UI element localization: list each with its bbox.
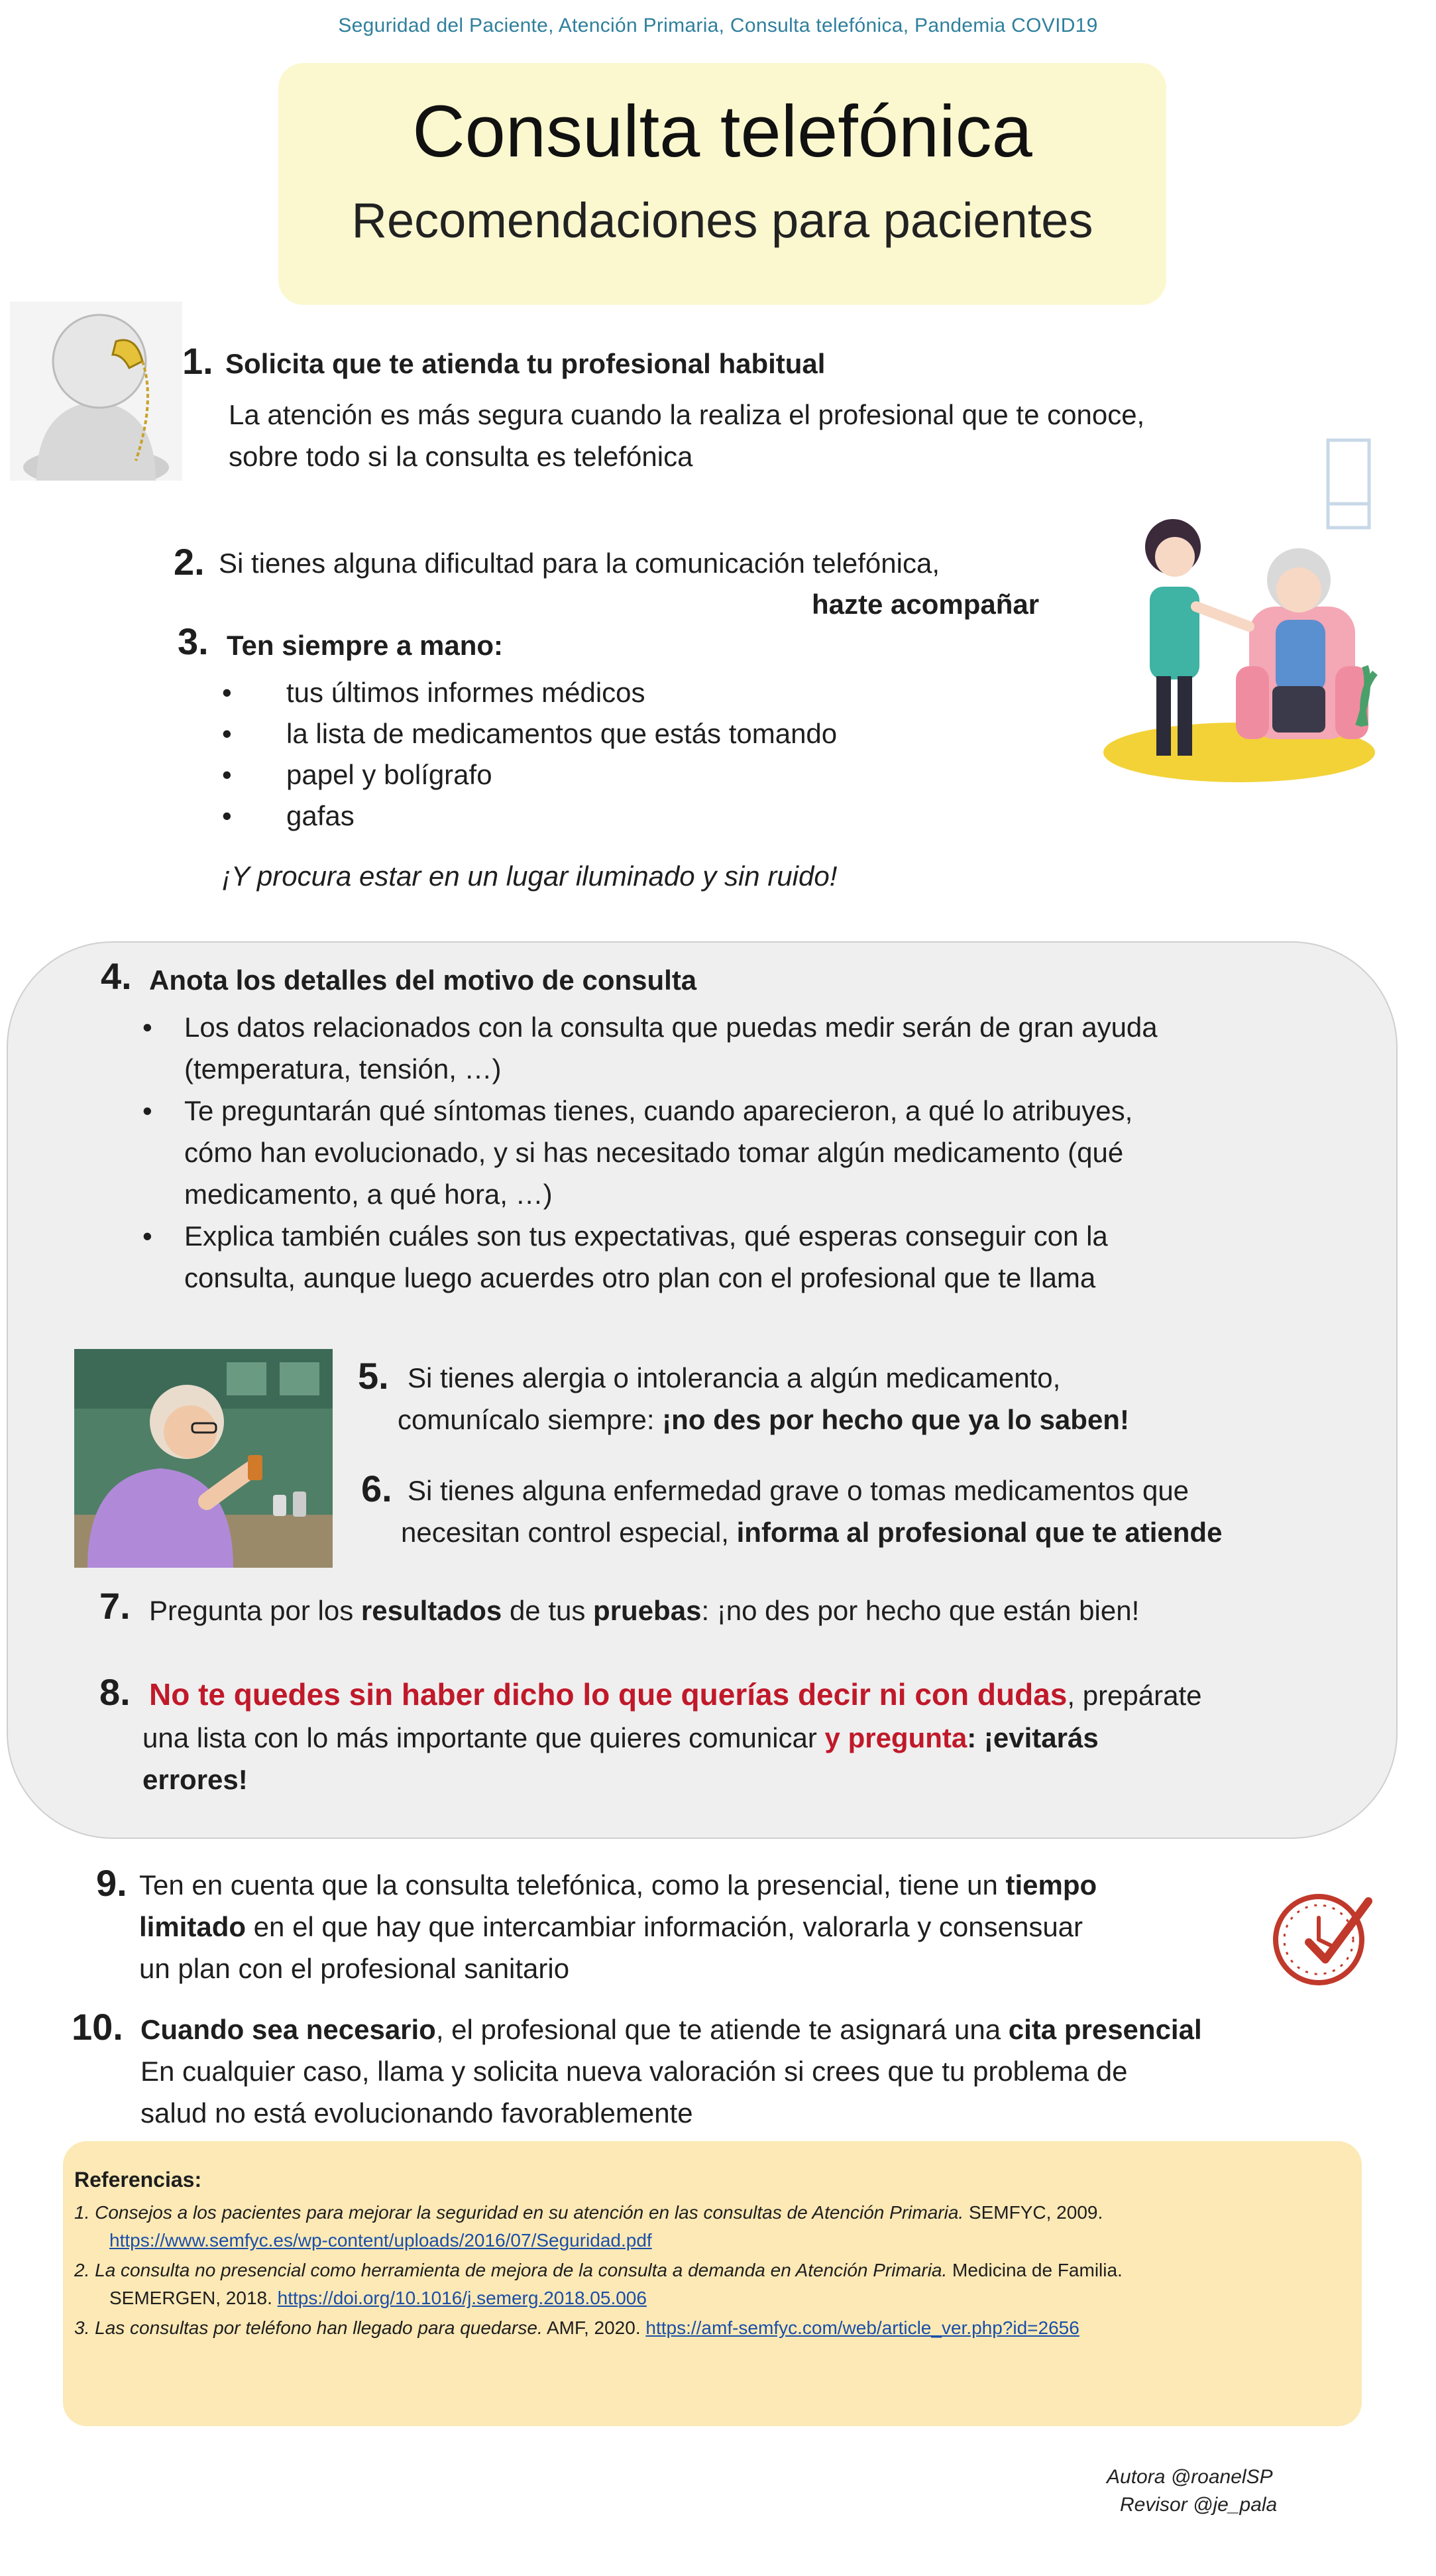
- reference-2-link[interactable]: https://doi.org/10.1016/j.semerg.2018.05.006: [277, 2288, 647, 2308]
- reference-2: [74, 2257, 1123, 2284]
- item-7-number: 7.: [99, 1585, 131, 1627]
- item-9-number: 9.: [96, 1862, 127, 1904]
- item-5-line-2-bold: ¡no des por hecho que ya lo saben!: [662, 1404, 1129, 1435]
- reference-1-link[interactable]: https://www.semfyc.es/wp-content/uploads/2016/07/Seguridad.pdf: [109, 2230, 652, 2251]
- item-4-number: 4.: [101, 955, 132, 997]
- header-tags: Seguridad del Paciente, Atención Primaria, Consulta telefónica, Pandemia COVID19: [338, 15, 1098, 36]
- item-4-title: Anota los detalles del motivo de consulta: [149, 965, 697, 996]
- reference-1-source: SEMFYC, 2009.: [964, 2202, 1103, 2223]
- references-panel: [63, 2141, 1362, 2426]
- item-8-red-2: y pregunta: [824, 1722, 967, 1753]
- item-7-text-c: de tus: [502, 1595, 594, 1626]
- reference-3-title: 3. Las consultas por teléfono han llegado para quedarse.: [74, 2317, 543, 2338]
- bullet-dot: •: [222, 800, 232, 831]
- item-4-b1-line-1: Los datos relacionados con la consulta que puedas medir serán de gran ayuda: [184, 1012, 1158, 1043]
- author-credit: Autora @roanelSP: [1107, 2466, 1273, 2488]
- item-9-text-2a: limitado: [139, 1911, 247, 1942]
- reviewer-credit: Revisor @je_pala: [1120, 2494, 1278, 2516]
- item-10-number: 10.: [72, 2006, 123, 2048]
- item-6-line-2-bold: informa al profesional que te atiende: [736, 1517, 1223, 1548]
- item-10-line-2: En cualquier caso, llama y solicita nueva valoración si crees que tu problema de: [140, 2056, 1128, 2087]
- item-7-text-e: : ¡no des por hecho que están bien!: [701, 1595, 1140, 1626]
- item-3-title: Ten siempre a mano:: [227, 630, 504, 661]
- elderly-woman-illustration: [74, 1349, 333, 1568]
- item-5-line-2: [398, 1399, 1129, 1440]
- item-4-b2-line-1: Te preguntarán qué síntomas tienes, cuando aparecieron, a qué lo atribuyes,: [184, 1095, 1133, 1126]
- item-4-b2-line-2: cómo han evolucionado, y si has necesitado tomar algún medicamento (qué: [184, 1137, 1124, 1168]
- phone-person-illustration: [10, 302, 182, 481]
- bullet-dot: •: [222, 759, 232, 790]
- item-2-bold: hazte acompañar: [812, 589, 1040, 620]
- item-3-bullet-1: tus últimos informes médicos: [286, 677, 645, 708]
- bullet-dot: •: [142, 1012, 152, 1043]
- item-1-line-1: La atención es más segura cuando la realiza el profesional que te conoce,: [229, 399, 1145, 430]
- item-7-line: [149, 1590, 1139, 1631]
- item-1-title: Solicita que te atienda tu profesional habitual: [225, 348, 826, 379]
- item-4-b3-line-1: Explica también cuáles son tus expectativas, qué esperas conseguir con la: [184, 1220, 1108, 1252]
- item-10-line-3: salud no está evolucionando favorablemente: [140, 2097, 693, 2129]
- reference-2-journal: SEMERGEN, 2018.: [109, 2288, 278, 2308]
- item-3-bullet-4: gafas: [286, 800, 355, 831]
- item-3-bullet-2: la lista de medicamentos que estás tomando: [286, 718, 838, 749]
- references-title-text: Referencias: [74, 2168, 195, 2192]
- bullet-dot: •: [222, 718, 232, 749]
- item-2-number: 2.: [174, 541, 205, 583]
- item-5-line-1: Si tienes alergia o intolerancia a algún medicamento,: [408, 1362, 1061, 1393]
- item-5-number: 5.: [358, 1355, 389, 1397]
- reference-1-title: 1. Consejos a los pacientes para mejorar la seguridad en su atención en las consultas de Atención Primaria.: [74, 2202, 964, 2223]
- item-1-number: 1.: [182, 340, 213, 382]
- item-8-number: 8.: [99, 1671, 131, 1713]
- item-9-line-3: un plan con el profesional sanitario: [139, 1953, 570, 1984]
- item-5-line-2-text: comunícalo siempre:: [398, 1404, 663, 1435]
- reference-1: [74, 2199, 1103, 2226]
- clock-icon: [1262, 1881, 1375, 1994]
- page-subtitle: Recomendaciones para pacientes: [351, 193, 1093, 248]
- item-6-line-2: [401, 1511, 1222, 1553]
- item-9-text-2b: en el que hay que intercambiar información, valorarla y consensuar: [246, 1911, 1083, 1942]
- item-7-text-b: resultados: [360, 1595, 502, 1626]
- item-8-line-1: [149, 1674, 1202, 1716]
- item-8-line-2: [142, 1717, 1099, 1759]
- item-10-text-1b: , el profesional que te atiende te asignará una: [435, 2014, 1009, 2045]
- bullet-dot: •: [142, 1095, 152, 1126]
- item-9-text-1b: tiempo: [1005, 1869, 1097, 1901]
- item-9-line-2: [139, 1906, 1083, 1948]
- reference-2-line-2: [109, 2285, 647, 2312]
- item-4-b3-line-2: consulta, aunque luego acuerdes otro plan con el profesional que te llama: [184, 1262, 1096, 1293]
- item-9-text-1a: Ten en cuenta que la consulta telefónica, como la presencial, tiene un: [139, 1869, 1006, 1901]
- item-6-line-1: Si tienes alguna enfermedad grave o tomas medicamentos que: [408, 1475, 1189, 1506]
- item-4-b1-line-2: (temperatura, tensión, …): [184, 1053, 502, 1084]
- item-2-line-1: Si tienes alguna dificultad para la comunicación telefónica,: [219, 548, 940, 579]
- item-7-text-a: Pregunta por los: [149, 1595, 361, 1626]
- references-title: Referencias:: [74, 2168, 202, 2192]
- reference-3-source: AMF, 2020.: [542, 2317, 646, 2338]
- item-8-text-2b: : ¡evitarás: [967, 1722, 1099, 1753]
- reference-2-source: Medicina de Familia.: [947, 2260, 1123, 2280]
- item-3-note: ¡Y procura estar en un lugar iluminado y sin ruido!: [222, 860, 838, 892]
- reference-3-link[interactable]: https://amf-semfyc.com/web/article_ver.php?id=2656: [645, 2317, 1079, 2338]
- reference-3: [74, 2315, 1079, 2341]
- item-3-bullet-3: papel y bolígrafo: [286, 759, 492, 790]
- item-9-line-1: [139, 1864, 1097, 1906]
- bullet-dot: •: [142, 1220, 152, 1252]
- item-8-red-1: No te quedes sin haber dicho lo que querías decir ni con dudas: [149, 1677, 1068, 1712]
- reference-2-title: 2. La consulta no presencial como herramienta de mejora de la consulta a demanda en Atención Primaria.: [74, 2260, 948, 2280]
- page-title: Consulta telefónica: [412, 91, 1032, 172]
- item-3-number: 3.: [178, 620, 209, 662]
- item-7-text-d: pruebas: [593, 1595, 702, 1626]
- item-8-text-2a: una lista con lo más importante que quieres comunicar: [142, 1722, 825, 1753]
- item-10-text-1a: Cuando sea necesario: [140, 2014, 436, 2045]
- bullet-dot: •: [222, 677, 232, 708]
- item-1-line-2: sobre todo si la consulta es telefónica: [229, 441, 693, 472]
- item-8-text-1: , prepárate: [1067, 1680, 1202, 1711]
- item-10-text-1c: cita presencial: [1008, 2014, 1202, 2045]
- caregiver-illustration: [1097, 487, 1382, 786]
- item-10-line-1: [140, 2009, 1202, 2050]
- item-6-number: 6.: [361, 1468, 392, 1509]
- item-6-line-2-text: necesitan control especial,: [401, 1517, 737, 1548]
- item-8-line-3: errores!: [142, 1764, 248, 1795]
- item-4-b2-line-3: medicamento, a qué hora, …): [184, 1179, 553, 1210]
